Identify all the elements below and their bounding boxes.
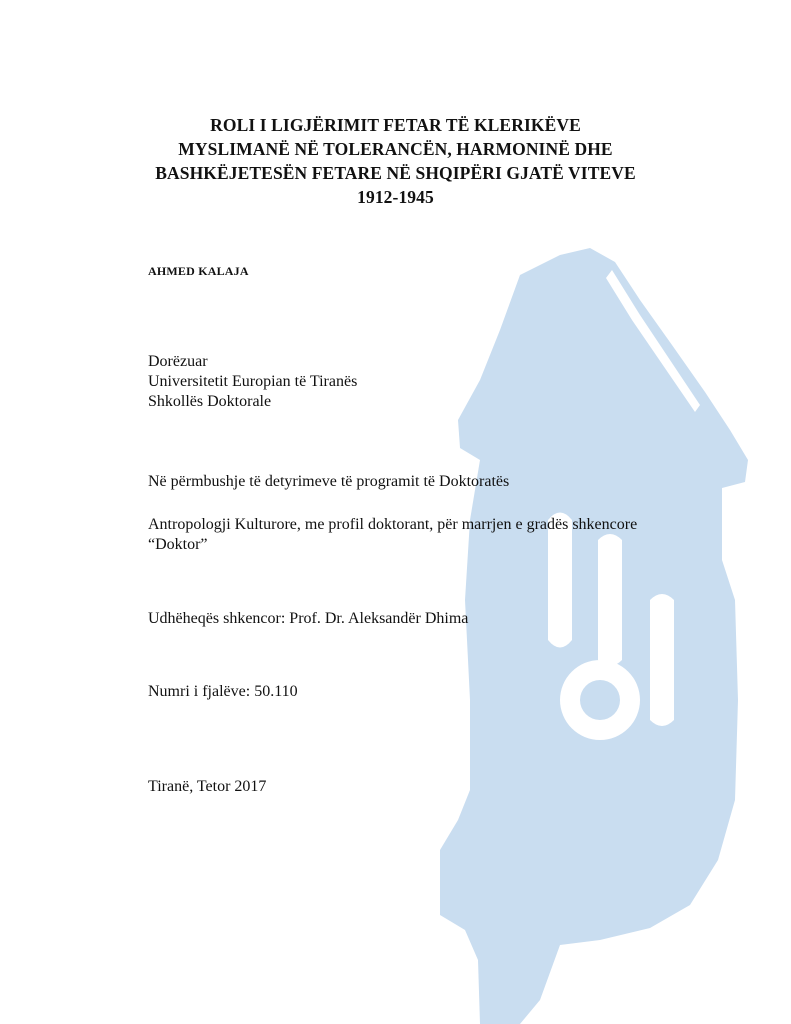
supervisor: Udhëheqës shkencor: Prof. Dr. Aleksandër Dhima	[148, 610, 469, 627]
place-and-date: Tiranë, Tetor 2017	[148, 778, 267, 795]
field-line: Antropologji Kulturore, me profil doktorant, për marrjen e gradës shkencore	[148, 516, 638, 533]
submitted-line: Universitetit Europian të Tiranës	[148, 373, 358, 390]
submitted-line: Shkollës Doktorale	[148, 393, 272, 410]
title-line: 1912-1945	[357, 187, 434, 207]
author-name: AHMED KALAJA	[148, 264, 249, 278]
fulfillment-statement: Në përmbushje të detyrimeve të programit të Doktoratës	[148, 473, 510, 490]
submitted-line: Dorëzuar	[148, 353, 208, 370]
field-of-study	[148, 515, 637, 555]
title-line: ROLI I LIGJËRIMIT FETAR TË KLERIKËVE	[210, 115, 581, 135]
field-line: “Doktor”	[148, 536, 208, 553]
word-count: Numri i fjalëve: 50.110	[148, 683, 298, 700]
thesis-title	[120, 113, 671, 209]
submitted-to	[148, 352, 357, 412]
title-line: MYSLIMANË NË TOLERANCËN, HARMONINË DHE	[178, 139, 613, 159]
title-line: BASHKËJETESËN FETARE NË SHQIPËRI GJATË VITEVE	[155, 163, 636, 183]
